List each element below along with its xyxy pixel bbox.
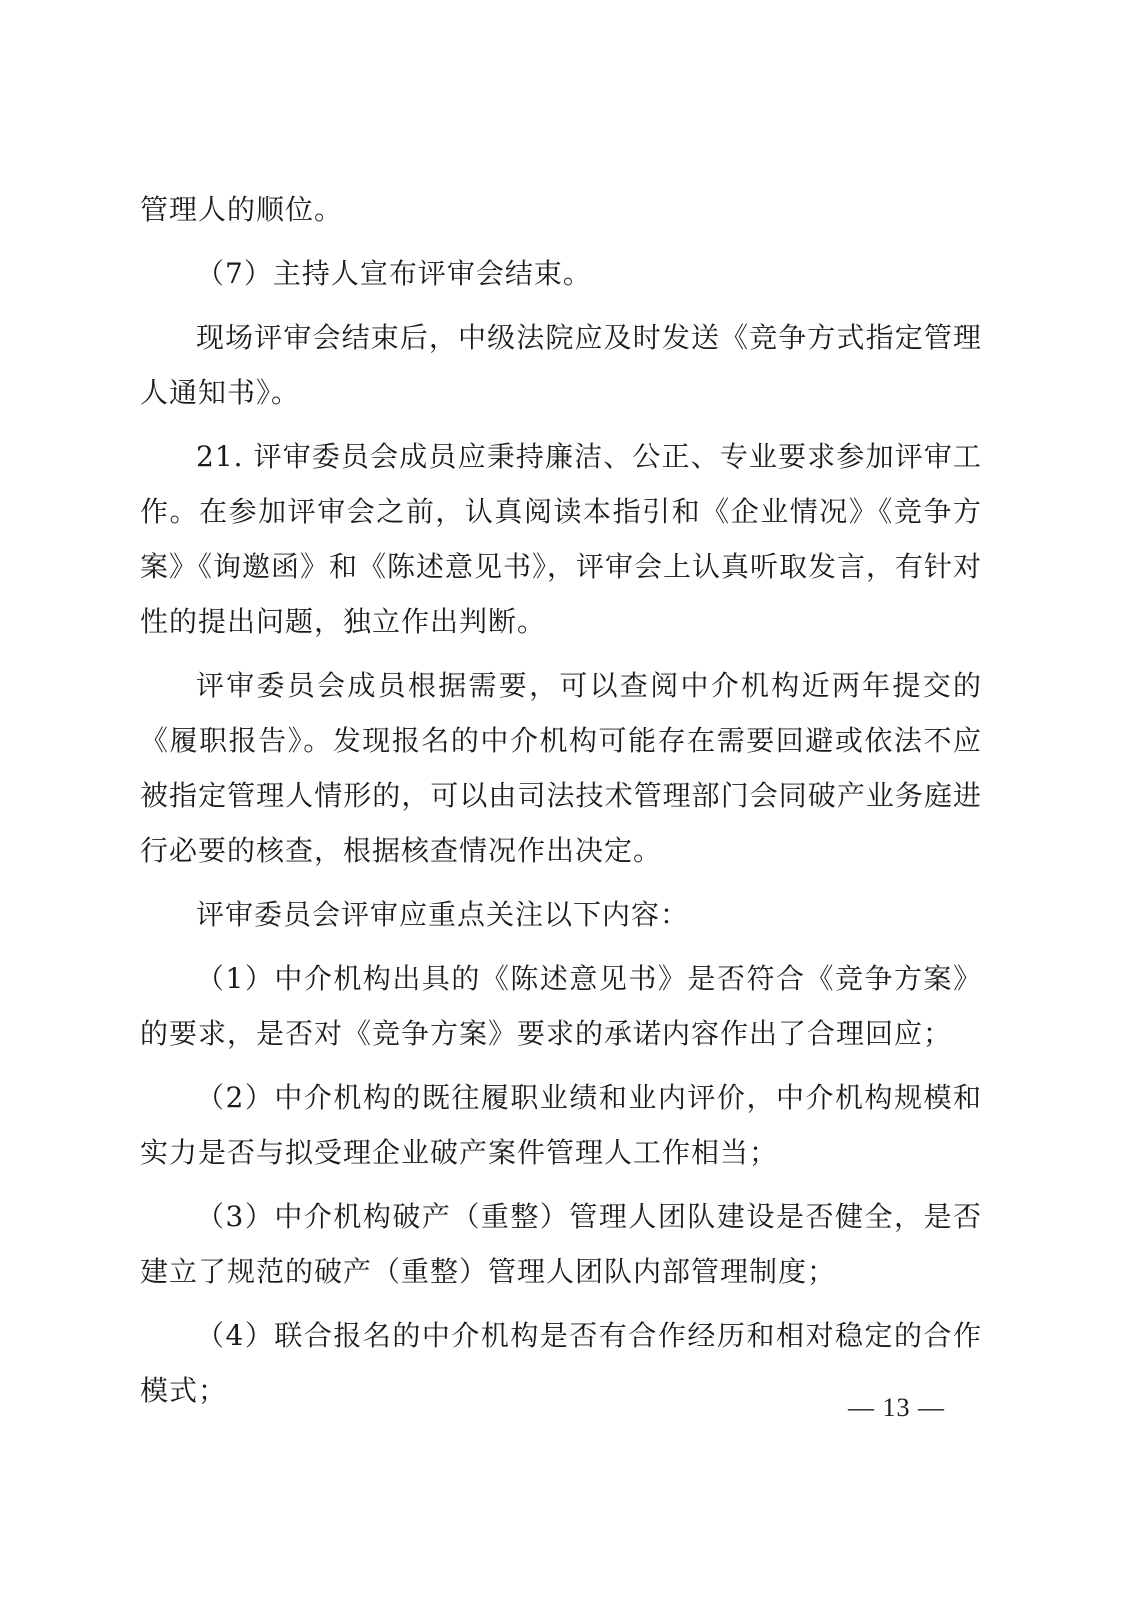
- paragraph: 现场评审会结束后，中级法院应及时发送《竞争方式指定管理人通知书》。: [140, 321, 982, 409]
- paragraph: （4）联合报名的中介机构是否有合作经历和相对稳定的合作模式；: [140, 1319, 982, 1407]
- paragraph: （3）中介机构破产（重整）管理人团队建设是否健全，是否建立了规范的破产（重整）管理人团队内部管理制度；: [140, 1200, 982, 1288]
- paragraph: 评审委员会评审应重点关注以下内容：: [196, 898, 690, 931]
- document-body: [140, 182, 982, 1427]
- paragraph: （7）主持人宣布评审会结束。: [196, 257, 592, 290]
- paragraph: （1）中介机构出具的《陈述意见书》是否符合《竞争方案》的要求，是否对《竞争方案》要求的承诺内容作出了合理回应；: [140, 962, 982, 1050]
- paragraph: 管理人的顺位。: [140, 193, 344, 226]
- paragraph: （2）中介机构的既往履职业绩和业内评价，中介机构规模和实力是否与拟受理企业破产案件管理人工作相当；: [140, 1081, 982, 1169]
- page-number: — 13 —: [848, 1393, 945, 1422]
- paragraph: 21. 评审委员会成员应秉持廉洁、公正、专业要求参加评审工作。在参加评审会之前，认真阅读本指引和《企业情况》《竞争方案》《询邀函》和《陈述意见书》，评审会上认真听取发言，有针对性的提出问题，独立作出判断。: [140, 440, 983, 638]
- paragraph: 评审委员会成员根据需要，可以查阅中介机构近两年提交的《履职报告》。发现报名的中介机构可能存在需要回避或依法不应被指定管理人情形的，可以由司法技术管理部门会同破产业务庭进行必要的核查，根据核查情况作出决定。: [140, 669, 982, 867]
